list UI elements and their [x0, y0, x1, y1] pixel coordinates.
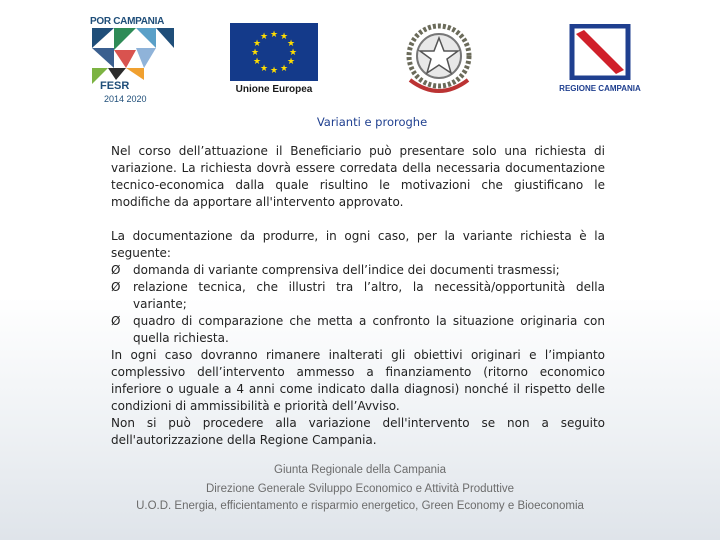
svg-text:★: ★: [279, 64, 289, 74]
svg-text:★: ★: [286, 57, 296, 67]
eu-logo: [226, 20, 322, 102]
regione-campania-logo: [550, 22, 650, 100]
footer-line-1: Giunta Regionale della Campania: [274, 464, 446, 476]
svg-text:★: ★: [252, 57, 262, 67]
svg-text:★: ★: [286, 39, 296, 49]
por-logo-years: 2014 2020: [104, 94, 147, 104]
slide-body: [111, 143, 605, 449]
por-campania-fesr-logo: [86, 14, 182, 106]
svg-text:★: ★: [279, 32, 289, 42]
italian-republic-emblem: [396, 16, 482, 102]
svg-text:★: ★: [269, 66, 279, 76]
emblem-star-icon: [396, 16, 482, 102]
svg-text:★: ★: [250, 48, 260, 58]
list-item-text: quadro di comparazione che metta a confronto la situazione originaria con quella richiesta.: [133, 314, 605, 345]
svg-text:★: ★: [269, 30, 279, 40]
bullet-arrow-icon: Ø: [111, 314, 121, 328]
eu-stars-icon: [230, 23, 318, 81]
list-item: [111, 262, 605, 279]
svg-text:★: ★: [288, 48, 298, 58]
por-logo-title: POR CAMPANIA: [90, 16, 164, 27]
regione-campania-shield-icon: [562, 24, 638, 80]
svg-text:★: ★: [252, 39, 262, 49]
footer-line-2: Direzione Generale Sviluppo Economico e Attività Produttive: [205, 483, 515, 495]
list-item-text: domanda di variante comprensiva dell’indice dei documenti trasmessi;: [133, 263, 560, 277]
regione-campania-label: REGIONE CAMPANIA: [559, 84, 641, 93]
slide-title: Varianti e proroghe: [316, 115, 428, 129]
list-item: [111, 279, 605, 313]
eu-logo-label: Unione Europea: [235, 84, 313, 95]
paragraph-authorization: Non si può procedere alla variazione dell'intervento se non a seguito dell'autorizzazione della Regione Campania.: [111, 416, 605, 447]
eu-flag: [230, 23, 318, 81]
paragraph-documentation: La documentazione da produrre, in ogni caso, per la variante richiesta è la seguente:: [111, 229, 605, 260]
svg-text:★: ★: [259, 64, 269, 74]
paragraph-intro: Nel corso dell’attuazione il Beneficiario può presentare solo una richiesta di variazione. La richiesta dovrà essere corredata della necessaria documentazione tecnico-economica dalla quale risultino le motivazioni che giustificano le modifiche da apportare all'intervento approvato.: [111, 144, 605, 209]
list-item: [111, 313, 605, 347]
svg-text:★: ★: [259, 32, 269, 42]
list-item-text: relazione tecnica, che illustri tra l’altro, la necessità/opportunità della variante;: [133, 280, 605, 311]
bullet-arrow-icon: Ø: [111, 280, 121, 294]
por-logo-mosaic: [86, 14, 182, 106]
paragraph-constraints: In ogni caso dovranno rimanere inalterati gli obiettivi originari e l’impianto complessivo dell’intervento ammesso a finanziamento (ritorno economico inferiore o uguale a 4 anni come indicato dalla diagnosi) nonché il rispetto delle condizioni di ammissibilità e priorità dell’Avviso.: [111, 348, 605, 413]
por-logo-fesr: FESR: [100, 80, 130, 92]
footer-line-3: U.O.D. Energia, efficientamento e risparmio energetico, Green Economy e Bioeconomia: [136, 500, 584, 512]
bullet-arrow-icon: Ø: [111, 263, 121, 277]
